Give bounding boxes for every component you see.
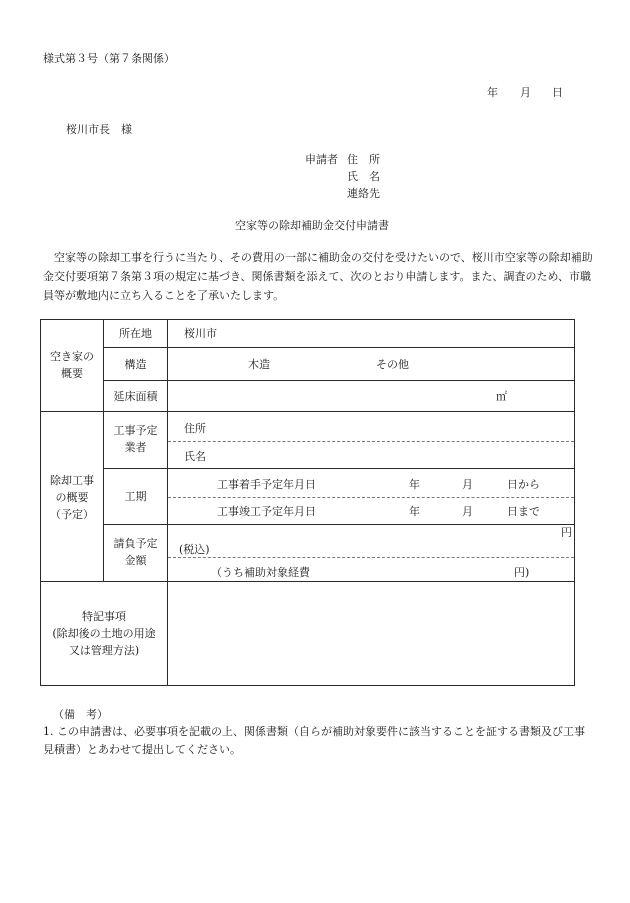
applicant-address-label: 住 所: [347, 153, 380, 166]
date-month-label: 月: [520, 86, 531, 99]
tax-included-label: (税込): [179, 543, 210, 556]
amount-unit: 円: [561, 526, 572, 539]
contractor-address-label: 住所: [184, 422, 206, 435]
start-day-suffix: 日から: [507, 478, 540, 491]
subsidy-expense-unit: 円): [514, 566, 530, 579]
contractor-name-label: 氏名: [184, 450, 206, 463]
demolition-header: 除却工事 の概要 （予定）: [50, 474, 94, 521]
location-value: 桜川市: [184, 327, 217, 340]
end-day-suffix: 日まで: [507, 505, 540, 518]
location-label: 所在地: [119, 327, 152, 340]
applicant-name-label: 氏 名: [347, 170, 380, 183]
end-date-label: 工事竣工予定年月日: [217, 505, 316, 518]
date-day-label: 日: [552, 86, 563, 99]
contractor-label: 工事予定 業者: [113, 424, 158, 454]
document-title: 空家等の除却補助金交付申請書: [235, 219, 389, 232]
date-year-label: 年: [487, 86, 498, 99]
body-paragraph: 空家等の除却工事を行うに当たり、その費用の一部に補助金の交付を受けたいので、桜川市空家等の除却補助金交付要項第７条第３項の規定に基づき、関係書類を添えて、次のとおり申請します。また、調査のため、市職員等が敷地内に立ち入ることを了承いたします。: [43, 251, 593, 302]
period-label: 工期: [124, 490, 147, 503]
structure-label: 構造: [124, 358, 147, 371]
subsidy-expense-label: （うち補助対象経費: [211, 566, 310, 579]
structure-option-other: その他: [376, 358, 409, 371]
addressee: 桜川市長 様: [66, 123, 132, 136]
form-number: 様式第３号（第７条関係）: [43, 52, 175, 65]
structure-option-wood: 木造: [248, 358, 270, 371]
vacant-house-header: 空き家の 概要: [50, 350, 94, 380]
remarks-header: 特記事項 (除却後の土地の用途 又は管理方法): [52, 610, 156, 657]
floor-area-label: 延床面積: [113, 390, 158, 403]
floor-area-unit: ㎡: [496, 390, 507, 403]
applicant-label: 申請者: [305, 153, 338, 166]
applicant-contact-label: 連絡先: [347, 187, 380, 200]
notes-heading: （備 考）: [53, 708, 108, 721]
contract-amount-label: 請負予定 金額: [113, 537, 158, 567]
note-item-1: 1. この申請書は、必要事項を記載の上、関係書類（自らが補助対象要件に該当することを証する書類及び工事見積書）とあわせて提出してください。: [43, 725, 585, 756]
end-year-label: 年: [409, 505, 420, 518]
start-date-label: 工事着手予定年月日: [217, 478, 316, 491]
start-month-label: 月: [462, 478, 473, 491]
end-month-label: 月: [462, 505, 473, 518]
start-year-label: 年: [409, 478, 420, 491]
